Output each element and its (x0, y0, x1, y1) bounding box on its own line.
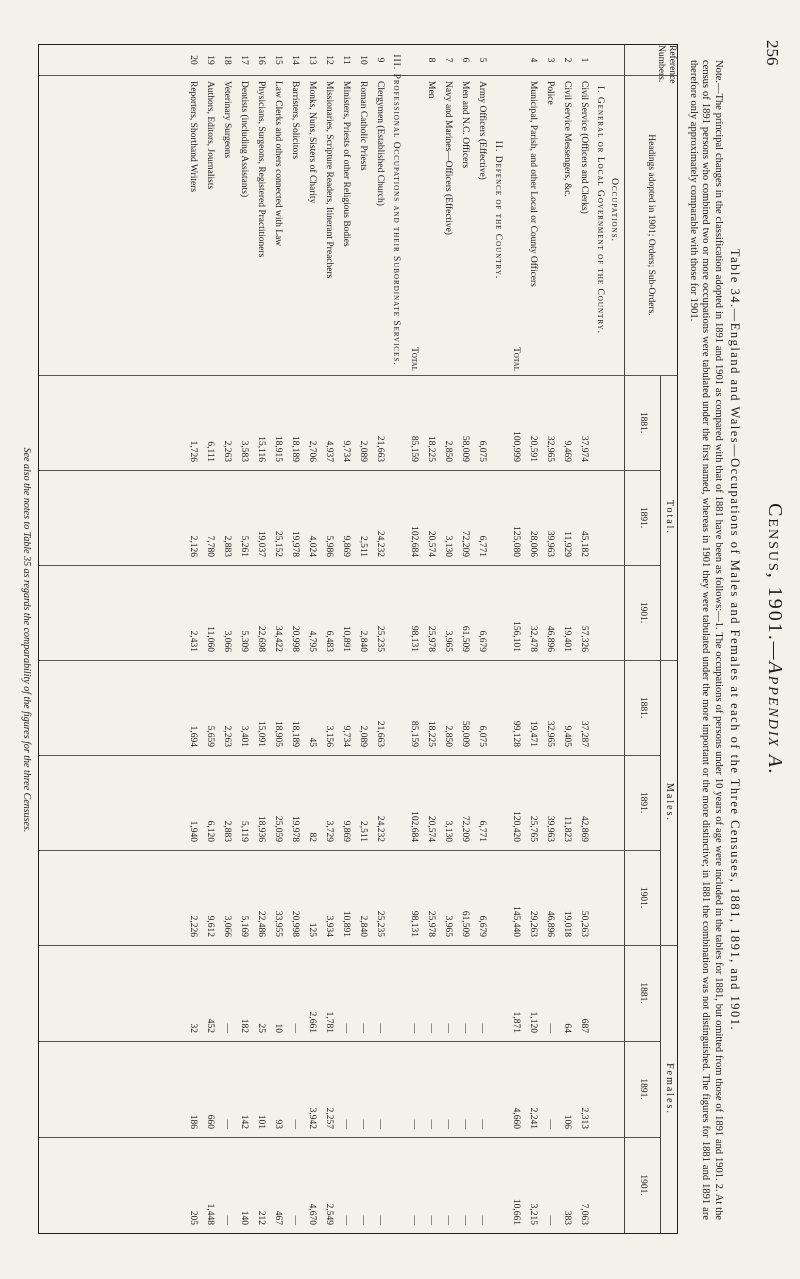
table-cell: 2,511 (358, 820, 368, 842)
ref-number: 10 (358, 55, 368, 65)
table-row (270, 45, 285, 1233)
table-cell: — (477, 1215, 487, 1225)
table-cell: — (341, 1215, 351, 1225)
ref-number: 4 (528, 57, 538, 63)
table-cell: — (460, 1215, 470, 1225)
table-cell: — (409, 1119, 419, 1129)
table-cell: 25 (256, 1023, 266, 1033)
table-cell: 6,483 (324, 630, 334, 652)
table-cell: 2,883 (222, 535, 232, 557)
table-cell: 660 (205, 1114, 215, 1129)
table-cell: 2,089 (358, 725, 368, 747)
ref-number: 19 (205, 55, 215, 65)
group-header-females: Females. (660, 945, 677, 1233)
table-row (355, 45, 370, 1233)
table-cell: 25,235 (375, 625, 385, 652)
occupation-label: Reporters, Shorthand Writers (188, 81, 198, 193)
table-cell: 3,130 (443, 535, 453, 557)
occupation-label: Authors, Editors, Journalists (205, 81, 215, 190)
table-cell: — (375, 1215, 385, 1225)
occupation-label: Barristers, Solicitors (290, 81, 300, 160)
table-cell: 33,955 (273, 910, 283, 937)
table-cell: 11,929 (562, 531, 572, 557)
ref-number: 7 (443, 57, 453, 63)
table-cell: 3,130 (443, 820, 453, 842)
table-cell: 3,066 (222, 915, 232, 937)
table-cell: 452 (205, 1018, 215, 1033)
footnote: See also the notes to Table 35 as regards the comparability of the figures for the three Censuses. (21, 447, 32, 833)
table-cell: 156,101 (511, 621, 521, 652)
table-cell: 2,431 (188, 630, 198, 652)
year-header: 1881. (624, 660, 660, 755)
table-cell: 9,405 (562, 725, 572, 747)
table-cell: 2,257 (324, 1107, 334, 1129)
table-cell: 61,509 (460, 910, 470, 937)
occupation-label: Ministers, Priests of other Religious Bodies (341, 81, 351, 247)
table-cell: — (443, 1119, 453, 1129)
table-cell: — (426, 1215, 436, 1225)
table-cell: 100,999 (511, 431, 521, 462)
table-cell: 9,869 (341, 820, 351, 842)
table-cell: 5,169 (239, 915, 249, 937)
table-cell: 6,771 (477, 535, 487, 557)
table-cell: — (545, 1023, 555, 1033)
table-cell: 72,209 (460, 815, 470, 842)
headnote: Note.—The principal changes in the classification adopted in 1891 and 1901 as compared with that of 1881 have been as follows:—1. The occupations of persons under 10 years of age were included in the tables for 1881, but omitted from those of 1891 and 1901. 2. At the census of 1891 persons who combined two or more occupations were tabulated under the first named, whereas in 1901 they were tabulated under the more important or the more distinctive; in 1881 the combination was not distinguished. The figures for 1881 and 1891 are therefore only approximately comparable with those for 1901. (688, 60, 724, 1220)
section-heading: II. Defence of the Country. (493, 140, 503, 280)
table-cell: — (477, 1023, 487, 1033)
table-cell: 18,225 (426, 435, 436, 462)
table-cell: 39,963 (545, 530, 555, 557)
table-cell: 42,869 (579, 815, 589, 842)
table-cell: 102,684 (409, 811, 419, 842)
table-cell: 34,422 (273, 625, 283, 652)
table-cell: 3,401 (239, 725, 249, 747)
table-cell: 125,080 (511, 526, 521, 557)
section-heading: III. Professional Occupations and their Subordinate Services. (391, 54, 401, 366)
table-cell: 2,850 (443, 440, 453, 462)
table-row (202, 45, 217, 1233)
table-cell: 120,420 (511, 811, 521, 842)
table-cell: 98,131 (409, 910, 419, 937)
table-cell: 4,024 (307, 535, 317, 557)
table-cell: 687 (579, 1018, 589, 1033)
ref-number: 16 (256, 55, 266, 65)
table-cell: 18,189 (290, 435, 300, 462)
table-title: Table 34.—England and Wales—Occupations of Males and Females at each of the Three Censuses, 1881, 1891, and 1901. (728, 248, 742, 1032)
ref-number: 1 (579, 57, 589, 63)
table-cell: 18,905 (273, 720, 283, 747)
table-cell: 25,152 (273, 530, 283, 557)
ref-number: 2 (562, 57, 572, 63)
table-cell: 3,729 (324, 820, 334, 842)
table-cell: 45 (307, 737, 317, 747)
table-cell: 10,661 (511, 1198, 521, 1225)
table-cell: 72,209 (460, 530, 470, 557)
year-header: 1881. (624, 375, 660, 470)
occupation-label: Men (426, 81, 436, 99)
table-row (474, 45, 489, 1233)
table-cell: 2,313 (579, 1107, 589, 1129)
table-cell: — (341, 1023, 351, 1033)
table-cell: — (358, 1119, 368, 1129)
table-cell: 21,663 (375, 435, 385, 462)
table-cell: 5,659 (205, 725, 215, 747)
table-cell: 3,215 (528, 1203, 538, 1225)
section-subheading: I. General or Local Government of the Country. (595, 85, 605, 335)
table-cell: 25,059 (273, 815, 283, 842)
table-cell: 5,119 (239, 820, 249, 842)
ref-number: 17 (239, 55, 249, 65)
table-cell: 101 (256, 1114, 266, 1129)
table-cell: 32 (188, 1023, 198, 1033)
table-cell: 20,574 (426, 530, 436, 557)
table-cell: 85,159 (409, 435, 419, 462)
table-cell: — (460, 1023, 470, 1033)
table-cell: 37,974 (579, 435, 589, 462)
table-cell: 2,226 (188, 915, 198, 937)
table-cell: 19,978 (290, 530, 300, 557)
table-cell: — (341, 1119, 351, 1129)
occupation-label: Police (545, 81, 555, 105)
ref-number: 20 (188, 55, 198, 65)
year-header: 1891. (624, 470, 660, 565)
table-cell: 19,018 (562, 910, 572, 937)
table-row (321, 45, 336, 1233)
table-cell: — (409, 1023, 419, 1033)
year-header: 1901. (624, 850, 660, 945)
table-cell: — (290, 1119, 300, 1129)
table-cell: 6,771 (477, 820, 487, 842)
table-cell: 18,225 (426, 720, 436, 747)
table-cell: — (375, 1023, 385, 1033)
table-cell: — (545, 1119, 555, 1129)
table-row (287, 45, 302, 1233)
occupation-label: Veterinary Surgeons (222, 81, 232, 159)
table-cell: 6,075 (477, 440, 487, 462)
table-cell: — (358, 1023, 368, 1033)
table-cell: 46,896 (545, 625, 555, 652)
table-cell: 11,823 (562, 816, 572, 842)
table-cell: 32,478 (528, 625, 538, 652)
table-cell: — (545, 1215, 555, 1225)
occupation-label: Clergymen (Established Church) (375, 81, 385, 206)
table-cell: 212 (256, 1210, 266, 1225)
table-cell: 18,936 (256, 815, 266, 842)
table-cell: 2,263 (222, 725, 232, 747)
table-cell: 3,066 (222, 630, 232, 652)
table-cell: — (222, 1023, 232, 1033)
table-cell: 25,765 (528, 815, 538, 842)
table-cell: — (375, 1119, 385, 1129)
table-cell: 10 (273, 1023, 283, 1033)
table-cell: 186 (188, 1114, 198, 1129)
table-cell: — (426, 1119, 436, 1129)
table-cell: 3,934 (324, 915, 334, 937)
year-header: 1901. (624, 565, 660, 660)
table-cell: 145,440 (511, 906, 521, 937)
table-cell: 3,965 (443, 915, 453, 937)
table-cell: 20,998 (290, 910, 300, 937)
running-head-suffix: —Appendix A. (764, 641, 786, 776)
table-cell: 3,942 (307, 1107, 317, 1129)
table-cell: — (358, 1215, 368, 1225)
table-cell: 4,795 (307, 630, 317, 652)
table-cell: 37,287 (579, 720, 589, 747)
table-row (304, 45, 319, 1233)
table-cell: 19,037 (256, 530, 266, 557)
table-cell: 25,235 (375, 910, 385, 937)
table-cell: 106 (562, 1114, 572, 1129)
table-cell: 6,679 (477, 915, 487, 937)
table-cell: 64 (562, 1023, 572, 1033)
table-cell: 24,232 (375, 530, 385, 557)
table-cell: 2,263 (222, 440, 232, 462)
occupation-label: Total (409, 347, 419, 371)
table-cell: 58,009 (460, 435, 470, 462)
table-row (508, 45, 523, 1233)
table-cell: 99,128 (511, 720, 521, 747)
table-cell: 9,869 (341, 535, 351, 557)
table-cell: 182 (239, 1018, 249, 1033)
table-cell: 9,469 (562, 440, 572, 462)
table-cell: 25,978 (426, 910, 436, 937)
year-header: 1901. (624, 1137, 660, 1233)
table-cell: 20,574 (426, 815, 436, 842)
table-cell: 3,965 (443, 630, 453, 652)
year-header: 1891. (624, 755, 660, 850)
ref-number: 13 (307, 55, 317, 65)
ref-number: 14 (290, 55, 300, 65)
table-cell: 2,549 (324, 1203, 334, 1225)
table-cell: 5,261 (239, 535, 249, 557)
table-row (372, 45, 387, 1233)
table-cell: 125 (307, 922, 317, 937)
table-cell: — (426, 1023, 436, 1033)
table-cell: 5,986 (324, 535, 334, 557)
table-cell: 45,182 (579, 530, 589, 557)
table-cell: 9,734 (341, 440, 351, 462)
table-cell: 11,060 (205, 626, 215, 652)
table-cell: 2,840 (358, 630, 368, 652)
table-cell: 28,006 (528, 530, 538, 557)
table-cell: 82 (307, 832, 317, 842)
table-cell: 19,978 (290, 815, 300, 842)
table-cell: 1,781 (324, 1011, 334, 1033)
table-cell: 142 (239, 1114, 249, 1129)
table-cell: 2,706 (307, 440, 317, 462)
table-cell: 46,896 (545, 910, 555, 937)
table-cell: 18,189 (290, 720, 300, 747)
table-cell: — (477, 1119, 487, 1129)
table-cell: 39,963 (545, 815, 555, 842)
occupation-label: Law Clerks and others connected with Law (273, 81, 283, 247)
table-cell: 18,915 (273, 435, 283, 462)
table-row (185, 45, 200, 1233)
table-row (253, 45, 268, 1233)
table-cell: 3,156 (324, 725, 334, 747)
occupation-label: Men and N.C. Officers (460, 81, 470, 169)
table-cell: 2,241 (528, 1107, 538, 1129)
table-cell: — (222, 1215, 232, 1225)
table-cell: 15,116 (256, 436, 266, 462)
table-cell: 20,998 (290, 625, 300, 652)
table-cell: 15,091 (256, 720, 266, 747)
ref-number: 12 (324, 55, 334, 65)
ref-number: 11 (341, 55, 351, 65)
table-cell: — (443, 1023, 453, 1033)
occupation-label: Civil Service Messengers, &c. (562, 81, 572, 197)
table-cell: — (460, 1119, 470, 1129)
running-head-prefix: Census, 1901. (764, 503, 786, 642)
table-cell: 7,780 (205, 535, 215, 557)
table-cell: — (290, 1023, 300, 1033)
table-cell: 20,591 (528, 435, 538, 462)
table-cell: 102,684 (409, 526, 419, 557)
occupation-label: Navy and Marines—Officers (Effective) (443, 81, 453, 235)
table-row (559, 45, 574, 1233)
table-row (440, 45, 455, 1233)
table-cell: 4,937 (324, 440, 334, 462)
table-cell: 6,679 (477, 630, 487, 652)
table-cell: 57,326 (579, 625, 589, 652)
table-cell: 61,509 (460, 625, 470, 652)
table-cell: — (290, 1215, 300, 1225)
occupation-label: Monks, Nuns, Sisters of Charity (307, 81, 317, 204)
table-cell: 7,063 (579, 1203, 589, 1225)
table-cell: 19,471 (528, 720, 538, 747)
ref-number: 5 (477, 57, 487, 63)
occupation-label: Civil Service (Officers and Clerks) (579, 81, 589, 214)
occupation-label: Physicians, Surgeons, Registered Practitioners (256, 81, 266, 258)
table-cell: 29,263 (528, 910, 538, 937)
table-cell: 32,965 (545, 435, 555, 462)
ref-header: Reference Numbers. (624, 45, 677, 75)
table-cell: 6,111 (205, 441, 215, 462)
table-row (236, 45, 251, 1233)
occupation-label: Total (511, 347, 521, 371)
table-cell: 1,940 (188, 820, 198, 842)
table-row (525, 45, 540, 1233)
year-header: 1881. (624, 945, 660, 1041)
ref-number: 3 (545, 57, 555, 63)
ref-number: 9 (375, 57, 385, 63)
table-cell: 1,120 (528, 1011, 538, 1033)
occupations-table (38, 44, 678, 1234)
table-cell: 140 (239, 1210, 249, 1225)
occupation-label: Missionaries, Scripture Readers, Itinerant Preachers (324, 81, 334, 279)
table-cell: 93 (273, 1119, 283, 1129)
occupation-label: Roman Catholic Priests (358, 81, 368, 171)
year-header: 1891. (624, 1041, 660, 1137)
table-cell: 4,660 (511, 1107, 521, 1129)
table-cell: 85,159 (409, 720, 419, 747)
table-cell: 22,486 (256, 910, 266, 937)
ref-number: 15 (273, 55, 283, 65)
table-cell: 10,891 (341, 625, 351, 652)
table-row (338, 45, 353, 1233)
table-cell: — (222, 1119, 232, 1129)
page-number: 256 (763, 40, 782, 66)
table-row (542, 45, 557, 1233)
table-cell: 32,965 (545, 720, 555, 747)
table-row (423, 45, 438, 1233)
ref-number: 18 (222, 55, 232, 65)
table-cell: 2,840 (358, 915, 368, 937)
table-cell: 2,883 (222, 820, 232, 842)
table-cell: 467 (273, 1210, 283, 1225)
table-cell: 10,891 (341, 910, 351, 937)
running-head (763, 0, 786, 1279)
table-cell: 98,131 (409, 625, 419, 652)
table-cell: 4,670 (307, 1203, 317, 1225)
table-cell: — (409, 1215, 419, 1225)
table-row (406, 45, 421, 1233)
ref-number: 6 (460, 57, 470, 63)
table-cell: 1,694 (188, 725, 198, 747)
table-cell: 205 (188, 1210, 198, 1225)
occupation-label: Municipal, Parish, and other Local or County Officers (528, 81, 538, 287)
table-cell: 2,850 (443, 725, 453, 747)
table-row (219, 45, 234, 1233)
table-cell: 1,448 (205, 1203, 215, 1225)
table-cell: 22,698 (256, 625, 266, 652)
section-heading: Occupations. (609, 178, 619, 242)
occupation-label: Dentists (including Assistants) (239, 81, 249, 198)
table-cell: 50,263 (579, 910, 589, 937)
table-cell: 24,232 (375, 815, 385, 842)
ref-number: 8 (426, 57, 436, 63)
table-cell: 2,661 (307, 1011, 317, 1033)
table-cell: 2,511 (358, 535, 368, 557)
table-cell: 25,978 (426, 625, 436, 652)
table-cell: 21,663 (375, 720, 385, 747)
group-header-total: Total. (660, 375, 677, 660)
table-cell: 5,309 (239, 630, 249, 652)
table-cell: 6,075 (477, 725, 487, 747)
table-cell: 383 (562, 1210, 572, 1225)
table-cell: 58,009 (460, 720, 470, 747)
group-header-males: Males. (660, 660, 677, 945)
table-cell: — (443, 1215, 453, 1225)
table-row (457, 45, 472, 1233)
table-cell: 1,871 (511, 1011, 521, 1033)
table-cell: 9,612 (205, 915, 215, 937)
table-cell: 2,126 (188, 535, 198, 557)
table-cell: 6,120 (205, 820, 215, 842)
table-cell: 3,583 (239, 440, 249, 462)
table-cell: 1,726 (188, 440, 198, 462)
table-cell: 2,089 (358, 440, 368, 462)
table-cell: 9,734 (341, 725, 351, 747)
table-cell: 19,401 (562, 625, 572, 652)
occupation-label: Army Officers (Effective) (477, 81, 487, 180)
desc-header: Headings adopted in 1901; Orders; Sub-Orders. (624, 75, 677, 375)
table-row (576, 45, 591, 1233)
